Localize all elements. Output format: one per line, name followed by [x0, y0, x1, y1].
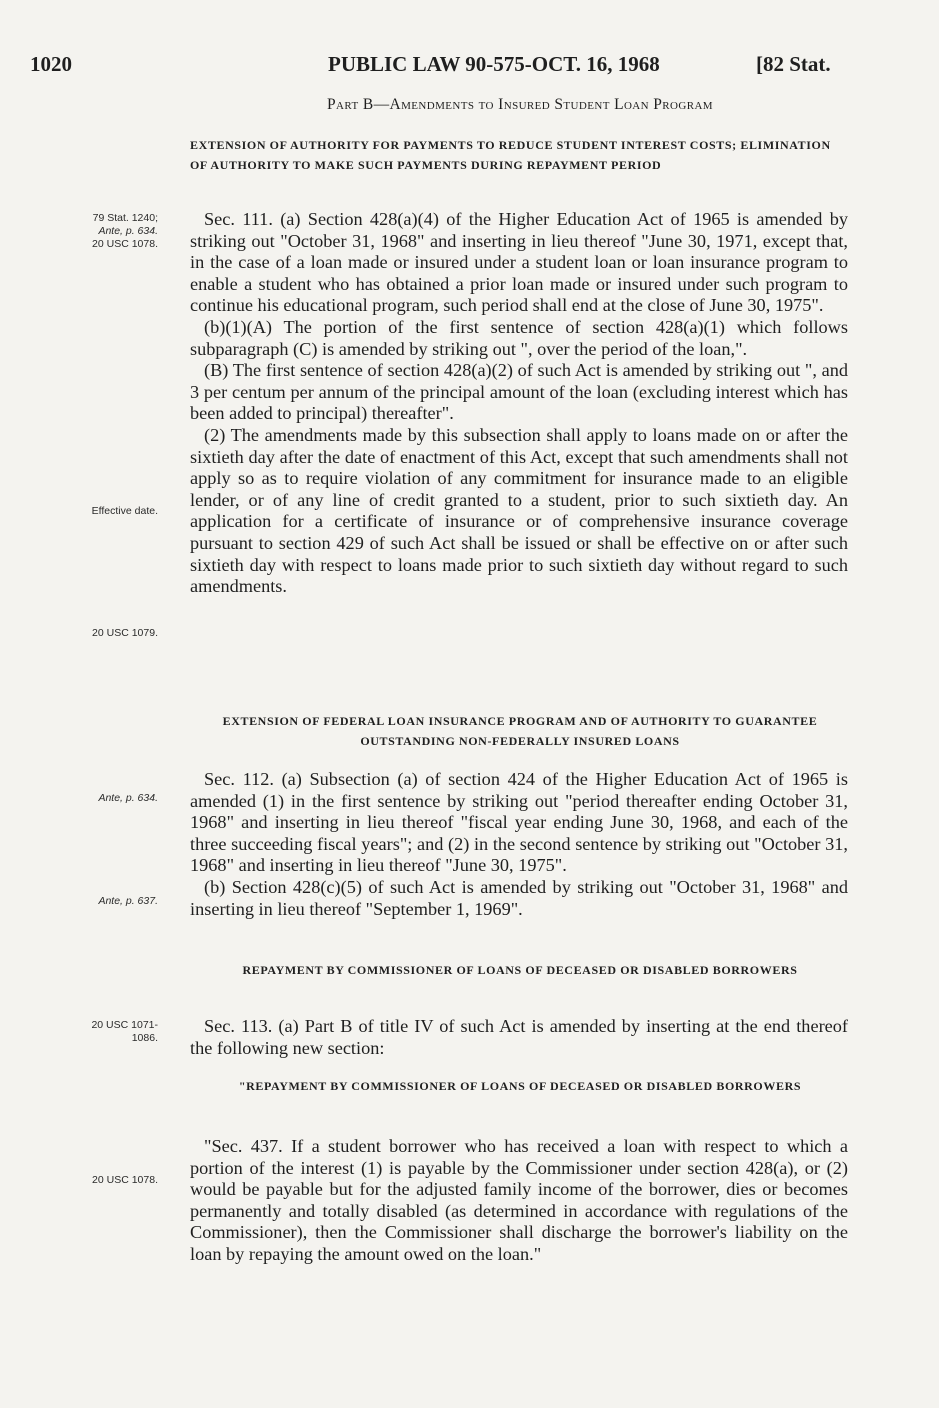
- margin-note-effective-date: Effective date.: [91, 505, 158, 517]
- margin-note-usc-1071: [26, 1019, 158, 1045]
- margin-note-line: 79 Stat. 1240;: [92, 212, 158, 224]
- paragraph: (b)(1)(A) The portion of the first sentence of section 428(a)(1) which follows subparagraph (C) is amended by striking out ", over the period of the loan,".: [190, 316, 848, 359]
- section-112-body: [190, 769, 848, 920]
- margin-note-ante-637: Ante, p. 637.: [98, 895, 158, 907]
- margin-note-stat-1240: [26, 212, 158, 251]
- part-heading: Part B—Amendments to Insured Student Loan Program: [327, 96, 713, 113]
- margin-note-usc-1078: 20 USC 1078.: [92, 1174, 158, 1186]
- margin-note-ante-634: Ante, p. 634.: [98, 792, 158, 804]
- margin-note-line: 1086.: [131, 1032, 158, 1044]
- paragraph: (B) The first sentence of section 428(a)(2) of such Act is amended by striking out ", and 3 per centum per annum of the principal amount of the loan (excluding interest which has been added to principal) thereafter".: [190, 360, 848, 424]
- paragraph: (2) The amendments made by this subsection shall apply to loans made on or after the sixtieth day after the date of enactment of this Act, except that such amendments shall not apply so as to require violation of any commitment for insurance made to an eligible lender, or of any line of credit granted to a student, prior to such sixtieth day. An application for a certificate of insurance or of comprehensive insurance coverage pursuant to section 429 of such Act shall be issued or shall be effective on or after such sixtieth day with respect to loans made prior to such sixtieth day without regard to such amendments.: [190, 424, 848, 597]
- section-113-heading: REPAYMENT BY COMMISSIONER OF LOANS OF DECEASED OR DISABLED BORROWERS: [242, 963, 798, 977]
- paragraph: Sec. 113. (a) Part B of title IV of such Act is amended by inserting at the end thereof the following new section:: [190, 1016, 848, 1058]
- quoted-section-heading: "REPAYMENT BY COMMISSIONER OF LOANS OF DECEASED OR DISABLED BORROWERS: [238, 1079, 802, 1093]
- paragraph: "Sec. 437. If a student borrower who has received a loan with respect to which a portion of the interest (1) is payable by the Commissioner under section 428(a), or (2) would be payable but for the adjusted family income of the borrower, dies or becomes permanently and totally disabled (as determined in accordance with regulations of the Commissioner), then the Commissioner shall discharge the borrower's liability on the loan by repaying the amount owed on the loan.": [190, 1136, 848, 1264]
- section-112-heading: EXTENSION OF FEDERAL LOAN INSURANCE PROGRAM AND OF AUTHORITY TO GUARANTEE OUTSTANDING NON-FEDERALLY INSURED LOANS: [222, 714, 818, 748]
- section-111-heading: EXTENSION OF AUTHORITY FOR PAYMENTS TO REDUCE STUDENT INTEREST COSTS; ELIMINATION OF AUTHORITY TO MAKE SUCH PAYMENTS DURING REPAYMENT PERIOD: [190, 138, 831, 172]
- margin-note-line: Ante, p. 634.: [98, 225, 158, 237]
- margin-note-line: 20 USC 1071-: [91, 1019, 158, 1031]
- margin-note-usc-1079: 20 USC 1079.: [92, 627, 158, 639]
- paragraph: Sec. 111. (a) Section 428(a)(4) of the Higher Education Act of 1965 is amended by striking out "October 31, 1968" and inserting in lieu thereof "June 30, 1971, except that, in the case of a loan made or insured under a student loan or loan insurance program to enable a student who has obtained a prior loan made or insured under such program to continue his educational program, such period shall end at the close of June 30, 1975".: [190, 209, 848, 316]
- paragraph: Sec. 112. (a) Subsection (a) of section 424 of the Higher Education Act of 1965 is amended (1) in the first sentence by striking out "period thereafter ending October 31, 1968" and inserting in lieu thereof "fiscal year ending June 30, 1968, and each of the three succeeding fiscal years"; and (2) in the second sentence by striking out "October 31, 1968" and inserting in lieu thereof "June 30, 1975".: [190, 769, 848, 876]
- paragraph: (b) Section 428(c)(5) of such Act is amended by striking out "October 31, 1968" and inserting in lieu thereof "September 1, 1969".: [190, 876, 848, 919]
- statute-reference: [82 Stat.: [756, 52, 831, 76]
- running-head: PUBLIC LAW 90-575-OCT. 16, 1968: [328, 52, 660, 76]
- page-number: 1020: [30, 52, 72, 76]
- section-111-body: [190, 209, 848, 598]
- section-437-body: [190, 1136, 848, 1266]
- section-113-body: [190, 1016, 848, 1059]
- margin-note-line: 20 USC 1078.: [92, 238, 158, 250]
